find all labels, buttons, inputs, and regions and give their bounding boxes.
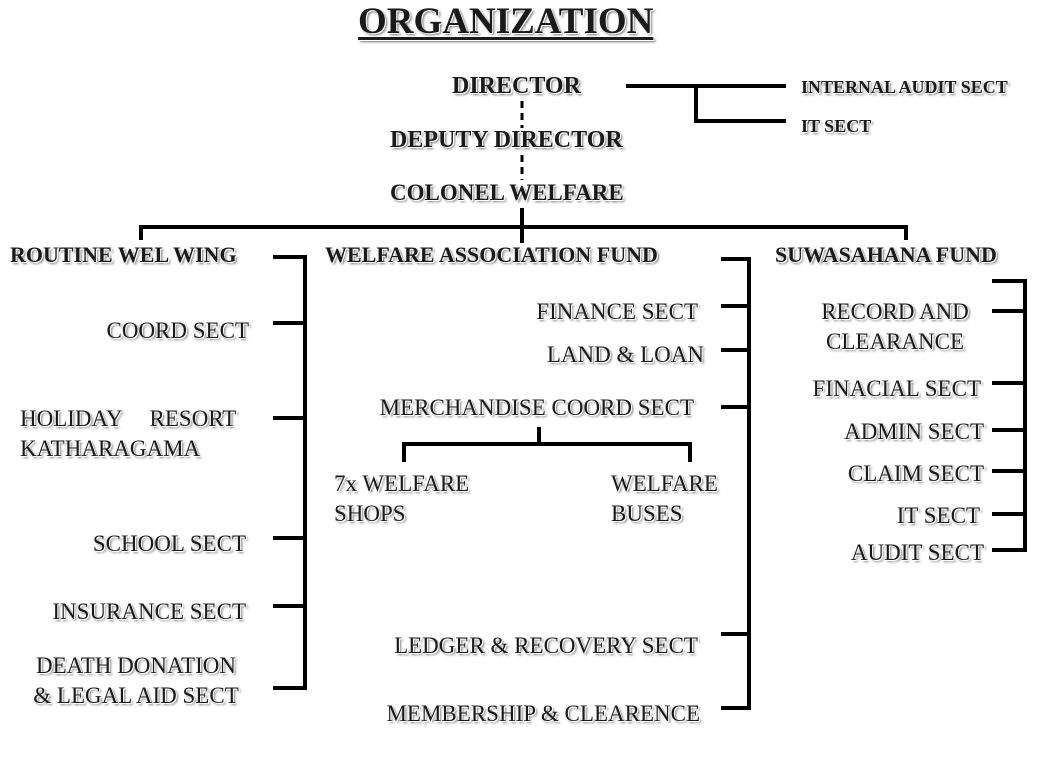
suwa-record-clearance-line2: CLEARANCE <box>826 329 964 354</box>
deputy-director-node: DEPUTY DIRECTOR <box>390 127 623 153</box>
fund-ledger-recovery: LEDGER & RECOVERY SECT <box>394 633 698 658</box>
suwa-audit-sect: AUDIT SECT <box>850 540 984 565</box>
merch-welfare-buses-line2: BUSES <box>611 501 683 526</box>
merchandise-branch <box>404 444 690 462</box>
association-fund-heading: WELFARE ASSOCIATION FUND <box>325 242 658 267</box>
merch-welfare-buses <box>611 469 718 529</box>
association-fund-bracket <box>721 259 749 708</box>
routine-holiday-resort-line1: HOLIDAY RESORT <box>20 406 237 431</box>
director-it-node: IT SECT <box>801 116 872 136</box>
fund-membership-clearence: MEMBERSHIP & CLEARENCE <box>386 701 700 726</box>
suwa-financial-sect: FINACIAL SECT <box>812 376 981 401</box>
fund-merchandise-coord: MERCHANDISE COORD SECT <box>379 395 694 420</box>
page-title: ORGANIZATION <box>358 1 654 42</box>
routine-wing-heading: ROUTINE WEL WING <box>10 242 237 267</box>
routine-holiday-resort-line2: KATHARAGAMA <box>20 436 201 461</box>
fund-finance-sect: FINANCE SECT <box>536 299 698 324</box>
it-sect-connector <box>696 86 786 121</box>
routine-coord-sect: COORD SECT <box>106 318 249 343</box>
merch-welfare-shops-line2: SHOPS <box>334 501 406 526</box>
suwa-it-sect: IT SECT <box>896 503 980 528</box>
director-node: DIRECTOR <box>452 73 581 99</box>
suwa-admin-sect: ADMIN SECT <box>844 419 984 444</box>
routine-death-donation-line1: DEATH DONATION <box>36 653 236 678</box>
merch-welfare-shops-line1: 7x WELFARE <box>334 471 470 496</box>
suwasahana-heading: SUWASAHANA FUND <box>775 242 997 267</box>
suwa-record-clearance-line1: RECORD AND <box>821 299 969 324</box>
routine-holiday-resort <box>20 404 256 464</box>
suwa-claim-sect: CLAIM SECT <box>847 461 984 486</box>
routine-school-sect: SCHOOL SECT <box>92 531 246 556</box>
routine-insurance-sect: INSURANCE SECT <box>52 599 246 624</box>
suwa-record-clearance <box>800 297 990 357</box>
colonel-welfare-node: COLONEL WELFARE <box>390 180 624 205</box>
routine-death-donation <box>14 651 258 711</box>
routine-death-donation-line2: & LEGAL AID SECT <box>33 683 239 708</box>
merch-welfare-shops <box>334 469 469 529</box>
merch-welfare-buses-line1: WELFARE <box>611 471 718 496</box>
fund-land-loan: LAND & LOAN <box>546 342 704 367</box>
internal-audit-node: INTERNAL AUDIT SECT <box>801 77 1008 97</box>
suwasahana-bracket <box>992 281 1025 550</box>
